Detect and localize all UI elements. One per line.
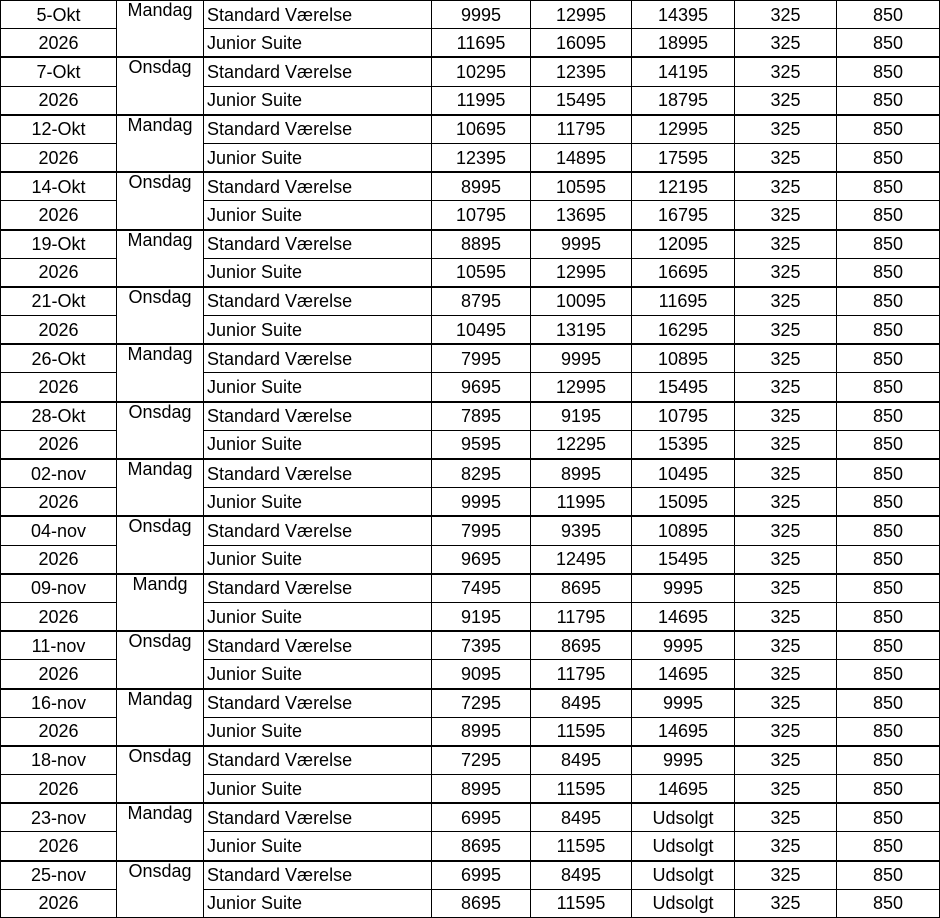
room-type-cell: Junior Suite <box>204 889 432 917</box>
price-cell-2: 11795 <box>531 602 632 631</box>
table-row <box>1 746 940 775</box>
price-cell-1: 6995 <box>432 861 531 890</box>
weekday-cell: Mandag <box>117 1 204 58</box>
price-cell-2: 11595 <box>531 717 632 746</box>
price-cell-4: 325 <box>735 115 837 144</box>
price-cell-5: 850 <box>837 230 940 259</box>
table-row <box>1 57 940 86</box>
weekday-cell: Mandag <box>117 344 204 401</box>
year-cell: 2026 <box>1 29 117 58</box>
price-cell-2: 8495 <box>531 689 632 718</box>
price-cell-1: 10495 <box>432 316 531 345</box>
room-type-cell: Junior Suite <box>204 717 432 746</box>
year-cell: 2026 <box>1 660 117 689</box>
room-type-cell: Junior Suite <box>204 258 432 287</box>
price-cell-1: 7995 <box>432 344 531 373</box>
price-cell-1: 9995 <box>432 1 531 29</box>
price-cell-3: 14695 <box>632 602 735 631</box>
year-cell: 2026 <box>1 430 117 459</box>
price-cell-4: 325 <box>735 316 837 345</box>
price-cell-5: 850 <box>837 258 940 287</box>
weekday-cell: Onsdag <box>117 631 204 688</box>
price-cell-4: 325 <box>735 459 837 488</box>
year-cell: 2026 <box>1 316 117 345</box>
room-type-cell: Junior Suite <box>204 545 432 574</box>
price-cell-2: 12995 <box>531 258 632 287</box>
price-cell-5: 850 <box>837 29 940 58</box>
price-cell-1: 8995 <box>432 775 531 804</box>
price-cell-2: 9195 <box>531 402 632 431</box>
price-cell-4: 325 <box>735 287 837 316</box>
table-row <box>1 287 940 316</box>
room-type-cell: Standard Værelse <box>204 861 432 890</box>
price-cell-5: 850 <box>837 201 940 230</box>
table-row <box>1 803 940 832</box>
weekday-cell: Mandag <box>117 230 204 287</box>
weekday-cell: Onsdag <box>117 402 204 459</box>
room-type-cell: Standard Værelse <box>204 57 432 86</box>
price-cell-2: 10095 <box>531 287 632 316</box>
year-cell: 2026 <box>1 86 117 115</box>
room-type-cell: Standard Værelse <box>204 631 432 660</box>
date-cell: 11-nov <box>1 631 117 660</box>
year-cell: 2026 <box>1 717 117 746</box>
price-cell-2: 8995 <box>531 459 632 488</box>
price-cell-1: 9595 <box>432 430 531 459</box>
price-cell-3: 10895 <box>632 516 735 545</box>
date-cell: 14-Okt <box>1 172 117 201</box>
price-cell-2: 12995 <box>531 373 632 402</box>
price-cell-4: 325 <box>735 29 837 58</box>
table-row <box>1 402 940 431</box>
room-type-cell: Standard Værelse <box>204 344 432 373</box>
room-type-cell: Standard Værelse <box>204 115 432 144</box>
price-cell-4: 325 <box>735 545 837 574</box>
price-cell-2: 13195 <box>531 316 632 345</box>
price-cell-1: 9095 <box>432 660 531 689</box>
price-cell-4: 325 <box>735 172 837 201</box>
price-cell-2: 12995 <box>531 1 632 29</box>
year-cell: 2026 <box>1 488 117 517</box>
price-cell-2: 11595 <box>531 775 632 804</box>
price-cell-5: 850 <box>837 143 940 172</box>
price-cell-3: 16295 <box>632 316 735 345</box>
price-cell-4: 325 <box>735 689 837 718</box>
table-row <box>1 689 940 718</box>
date-cell: 21-Okt <box>1 287 117 316</box>
year-cell: 2026 <box>1 775 117 804</box>
date-cell: 7-Okt <box>1 57 117 86</box>
price-cell-1: 9695 <box>432 373 531 402</box>
price-cell-2: 11595 <box>531 832 632 861</box>
room-type-cell: Standard Værelse <box>204 574 432 603</box>
price-cell-5: 850 <box>837 402 940 431</box>
date-cell: 18-nov <box>1 746 117 775</box>
price-cell-4: 325 <box>735 574 837 603</box>
price-cell-5: 850 <box>837 631 940 660</box>
price-cell-3: 14195 <box>632 57 735 86</box>
room-type-cell: Junior Suite <box>204 775 432 804</box>
price-cell-2: 12495 <box>531 545 632 574</box>
price-cell-5: 850 <box>837 775 940 804</box>
price-cell-1: 10795 <box>432 201 531 230</box>
price-cell-1: 10595 <box>432 258 531 287</box>
price-cell-5: 850 <box>837 287 940 316</box>
price-cell-5: 850 <box>837 832 940 861</box>
room-type-cell: Junior Suite <box>204 430 432 459</box>
price-cell-4: 325 <box>735 258 837 287</box>
price-cell-3: 16795 <box>632 201 735 230</box>
price-cell-2: 16095 <box>531 29 632 58</box>
price-cell-1: 6995 <box>432 803 531 832</box>
table-row <box>1 861 940 890</box>
price-cell-4: 325 <box>735 230 837 259</box>
price-cell-4: 325 <box>735 143 837 172</box>
price-cell-4: 325 <box>735 602 837 631</box>
date-cell: 28-Okt <box>1 402 117 431</box>
price-cell-2: 11795 <box>531 115 632 144</box>
date-cell: 02-nov <box>1 459 117 488</box>
price-cell-1: 12395 <box>432 143 531 172</box>
price-cell-4: 325 <box>735 430 837 459</box>
room-type-cell: Junior Suite <box>204 602 432 631</box>
price-cell-3: 14695 <box>632 717 735 746</box>
table-row <box>1 516 940 545</box>
price-cell-5: 850 <box>837 1 940 29</box>
table-row <box>1 1 940 29</box>
price-cell-4: 325 <box>735 57 837 86</box>
price-cell-5: 850 <box>837 574 940 603</box>
weekday-cell: Onsdag <box>117 172 204 229</box>
price-cell-4: 325 <box>735 717 837 746</box>
price-cell-2: 9995 <box>531 230 632 259</box>
price-cell-3: 12095 <box>632 230 735 259</box>
price-cell-5: 850 <box>837 459 940 488</box>
date-cell: 12-Okt <box>1 115 117 144</box>
price-cell-1: 9995 <box>432 488 531 517</box>
price-cell-4: 325 <box>735 86 837 115</box>
room-type-cell: Standard Værelse <box>204 746 432 775</box>
year-cell: 2026 <box>1 373 117 402</box>
price-cell-2: 9395 <box>531 516 632 545</box>
price-cell-3: 15495 <box>632 545 735 574</box>
price-cell-3: Udsolgt <box>632 861 735 890</box>
price-cell-4: 325 <box>735 516 837 545</box>
price-cell-2: 10595 <box>531 172 632 201</box>
price-cell-3: 12995 <box>632 115 735 144</box>
price-cell-1: 8795 <box>432 287 531 316</box>
price-cell-4: 325 <box>735 201 837 230</box>
weekday-cell: Mandag <box>117 459 204 516</box>
price-cell-1: 7295 <box>432 689 531 718</box>
price-cell-5: 850 <box>837 316 940 345</box>
weekday-cell: Onsdag <box>117 861 204 918</box>
weekday-cell: Onsdag <box>117 57 204 114</box>
price-cell-5: 850 <box>837 861 940 890</box>
table-row <box>1 172 940 201</box>
price-cell-1: 8895 <box>432 230 531 259</box>
price-cell-2: 14895 <box>531 143 632 172</box>
price-cell-5: 850 <box>837 115 940 144</box>
price-cell-3: 12195 <box>632 172 735 201</box>
price-cell-2: 12295 <box>531 430 632 459</box>
price-cell-1: 7995 <box>432 516 531 545</box>
room-type-cell: Standard Værelse <box>204 516 432 545</box>
price-cell-3: 9995 <box>632 574 735 603</box>
price-cell-3: 15095 <box>632 488 735 517</box>
price-cell-2: 8495 <box>531 803 632 832</box>
price-cell-3: 11695 <box>632 287 735 316</box>
price-cell-1: 10295 <box>432 57 531 86</box>
date-cell: 16-nov <box>1 689 117 718</box>
date-cell: 23-nov <box>1 803 117 832</box>
price-cell-5: 850 <box>837 86 940 115</box>
room-type-cell: Junior Suite <box>204 201 432 230</box>
price-cell-3: 9995 <box>632 746 735 775</box>
price-cell-1: 10695 <box>432 115 531 144</box>
price-cell-2: 15495 <box>531 86 632 115</box>
year-cell: 2026 <box>1 258 117 287</box>
date-cell: 09-nov <box>1 574 117 603</box>
price-cell-1: 7895 <box>432 402 531 431</box>
weekday-cell: Mandg <box>117 574 204 631</box>
price-cell-3: 14695 <box>632 775 735 804</box>
price-cell-4: 325 <box>735 402 837 431</box>
price-cell-3: Udsolgt <box>632 832 735 861</box>
price-cell-1: 7295 <box>432 746 531 775</box>
price-cell-3: 10495 <box>632 459 735 488</box>
room-type-cell: Standard Værelse <box>204 230 432 259</box>
price-cell-4: 325 <box>735 889 837 917</box>
price-cell-3: 9995 <box>632 689 735 718</box>
price-cell-2: 8495 <box>531 746 632 775</box>
price-cell-3: 10795 <box>632 402 735 431</box>
price-cell-5: 850 <box>837 602 940 631</box>
price-cell-5: 850 <box>837 660 940 689</box>
price-cell-4: 325 <box>735 746 837 775</box>
price-cell-3: 14695 <box>632 660 735 689</box>
price-cell-3: 18795 <box>632 86 735 115</box>
price-cell-2: 11995 <box>531 488 632 517</box>
weekday-cell: Mandag <box>117 803 204 860</box>
price-cell-5: 850 <box>837 430 940 459</box>
table-row <box>1 631 940 660</box>
table-row <box>1 344 940 373</box>
price-cell-3: 16695 <box>632 258 735 287</box>
price-cell-5: 850 <box>837 516 940 545</box>
price-cell-2: 12395 <box>531 57 632 86</box>
weekday-cell: Mandag <box>117 689 204 746</box>
year-cell: 2026 <box>1 832 117 861</box>
room-type-cell: Junior Suite <box>204 488 432 517</box>
price-table-body <box>1 1 940 918</box>
price-cell-4: 325 <box>735 775 837 804</box>
price-cell-4: 325 <box>735 1 837 29</box>
price-cell-1: 9195 <box>432 602 531 631</box>
price-cell-3: 14395 <box>632 1 735 29</box>
weekday-cell: Onsdag <box>117 287 204 344</box>
price-cell-3: 17595 <box>632 143 735 172</box>
price-cell-2: 8695 <box>531 631 632 660</box>
date-cell: 04-nov <box>1 516 117 545</box>
weekday-cell: Onsdag <box>117 516 204 573</box>
year-cell: 2026 <box>1 201 117 230</box>
price-cell-4: 325 <box>735 861 837 890</box>
price-cell-3: 9995 <box>632 631 735 660</box>
price-cell-2: 13695 <box>531 201 632 230</box>
price-cell-3: 15395 <box>632 430 735 459</box>
price-cell-3: 10895 <box>632 344 735 373</box>
price-cell-3: 18995 <box>632 29 735 58</box>
price-cell-1: 7395 <box>432 631 531 660</box>
room-type-cell: Junior Suite <box>204 660 432 689</box>
price-cell-1: 11995 <box>432 86 531 115</box>
room-type-cell: Junior Suite <box>204 373 432 402</box>
date-cell: 19-Okt <box>1 230 117 259</box>
price-cell-4: 325 <box>735 832 837 861</box>
price-cell-1: 8995 <box>432 717 531 746</box>
table-row <box>1 115 940 144</box>
price-cell-1: 11695 <box>432 29 531 58</box>
price-cell-1: 7495 <box>432 574 531 603</box>
room-type-cell: Junior Suite <box>204 86 432 115</box>
price-cell-4: 325 <box>735 631 837 660</box>
price-cell-5: 850 <box>837 344 940 373</box>
price-cell-5: 850 <box>837 803 940 832</box>
price-cell-5: 850 <box>837 488 940 517</box>
price-cell-1: 9695 <box>432 545 531 574</box>
room-type-cell: Standard Værelse <box>204 1 432 29</box>
weekday-cell: Onsdag <box>117 746 204 803</box>
price-cell-2: 8695 <box>531 574 632 603</box>
date-cell: 5-Okt <box>1 1 117 29</box>
price-cell-1: 8695 <box>432 889 531 917</box>
price-cell-5: 850 <box>837 689 940 718</box>
room-type-cell: Standard Værelse <box>204 459 432 488</box>
year-cell: 2026 <box>1 545 117 574</box>
price-cell-1: 8295 <box>432 459 531 488</box>
room-type-cell: Junior Suite <box>204 143 432 172</box>
room-type-cell: Standard Værelse <box>204 402 432 431</box>
price-cell-4: 325 <box>735 660 837 689</box>
price-cell-5: 850 <box>837 57 940 86</box>
price-cell-5: 850 <box>837 545 940 574</box>
date-cell: 25-nov <box>1 861 117 890</box>
price-cell-2: 11795 <box>531 660 632 689</box>
room-type-cell: Junior Suite <box>204 29 432 58</box>
room-type-cell: Standard Værelse <box>204 803 432 832</box>
price-cell-5: 850 <box>837 373 940 402</box>
price-cell-2: 9995 <box>531 344 632 373</box>
year-cell: 2026 <box>1 602 117 631</box>
price-cell-3: Udsolgt <box>632 803 735 832</box>
price-cell-5: 850 <box>837 889 940 917</box>
price-cell-3: Udsolgt <box>632 889 735 917</box>
price-cell-4: 325 <box>735 344 837 373</box>
room-type-cell: Standard Værelse <box>204 689 432 718</box>
price-cell-4: 325 <box>735 488 837 517</box>
price-cell-4: 325 <box>735 373 837 402</box>
price-cell-1: 8695 <box>432 832 531 861</box>
table-row <box>1 230 940 259</box>
price-cell-4: 325 <box>735 803 837 832</box>
year-cell: 2026 <box>1 889 117 917</box>
price-cell-1: 8995 <box>432 172 531 201</box>
room-type-cell: Standard Værelse <box>204 172 432 201</box>
price-cell-5: 850 <box>837 172 940 201</box>
price-cell-2: 8495 <box>531 861 632 890</box>
weekday-cell: Mandag <box>117 115 204 172</box>
room-type-cell: Standard Værelse <box>204 287 432 316</box>
price-cell-3: 15495 <box>632 373 735 402</box>
year-cell: 2026 <box>1 143 117 172</box>
room-type-cell: Junior Suite <box>204 832 432 861</box>
date-cell: 26-Okt <box>1 344 117 373</box>
price-cell-2: 11595 <box>531 889 632 917</box>
table-row <box>1 574 940 603</box>
price-cell-5: 850 <box>837 717 940 746</box>
room-type-cell: Junior Suite <box>204 316 432 345</box>
table-row <box>1 459 940 488</box>
price-cell-5: 850 <box>837 746 940 775</box>
